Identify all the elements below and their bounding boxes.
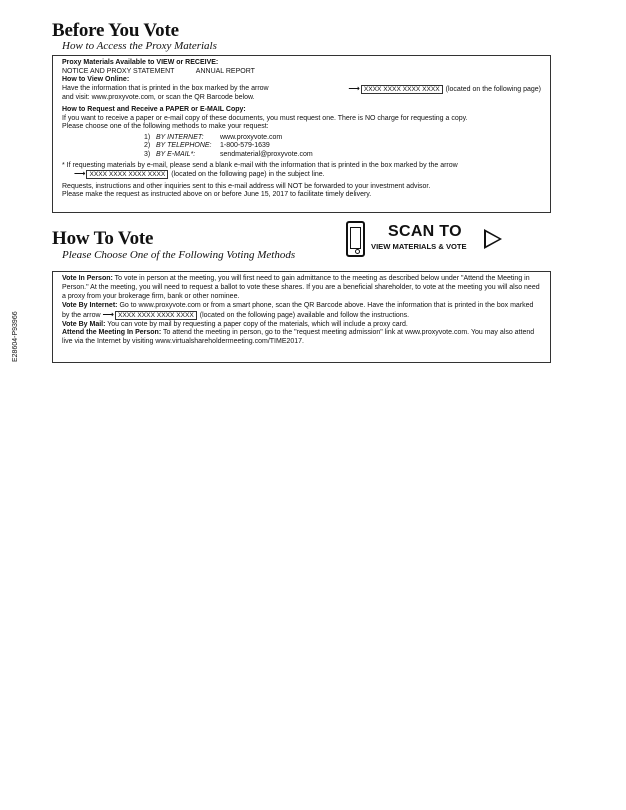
proxy-materials-subtitle: How to Access the Proxy Materials bbox=[62, 40, 217, 52]
request-heading: How to Request and Receive a PAPER or E-MAIL Copy: bbox=[62, 105, 246, 113]
method-internet-value: www.proxyvote.com bbox=[220, 133, 283, 141]
voting-methods-box bbox=[52, 271, 551, 363]
vote-by-internet-label: Vote By Internet: bbox=[62, 301, 118, 309]
vote-in-person-label: Vote In Person: bbox=[62, 275, 113, 282]
email-note-a: * If requesting materials by e-mail, please send a blank e-mail with the information that is printed in the box marked by the arrow bbox=[62, 161, 458, 169]
doc-annual-report: ANNUAL REPORT bbox=[195, 67, 255, 75]
view-line-1 bbox=[62, 85, 541, 95]
vote-in-person bbox=[62, 275, 541, 302]
voting-methods-subtitle: Please Choose One of the Following Voting Methods bbox=[62, 249, 296, 261]
method-email-value: sendmaterial@proxyvote.com bbox=[220, 150, 313, 158]
vote-by-internet-text-b: (located on the following page) available and follow the instructions. bbox=[199, 311, 410, 319]
before-you-vote-title: Before You Vote bbox=[52, 20, 179, 41]
vote-by-mail-label: Vote By Mail: bbox=[62, 320, 106, 328]
vote-by-mail-text: You can vote by mail by requesting a paper copy of the materials, which will include a proxy card. bbox=[107, 320, 408, 328]
view-text-b: (located on the following page) bbox=[445, 85, 541, 93]
smartphone-icon bbox=[346, 221, 365, 257]
available-heading: Proxy Materials Available to VIEW or RECEIVE: bbox=[62, 59, 219, 66]
arrow-icon: ⟶ bbox=[102, 309, 114, 319]
scan-subtitle: VIEW MATERIALS & VOTE bbox=[371, 242, 467, 251]
request-line-1: If you want to receive a paper or e-mail copy of these documents, you must request one. There is NO charge for requesting a copy. bbox=[62, 114, 468, 122]
proxy-materials-box bbox=[52, 55, 551, 213]
email-note-b: (located on the following page) in the subject line. bbox=[171, 171, 325, 179]
vote-by-internet bbox=[62, 302, 541, 321]
method-telephone: 2) BY TELEPHONE: 1-800-579-1639 bbox=[144, 142, 270, 150]
requests-line-2: Please make the request as instructed above on or before June 15, 2017 to facilitate timely delivery. bbox=[62, 191, 372, 199]
control-number-box: XXXX XXXX XXXX XXXX bbox=[115, 311, 197, 320]
how-to-vote-title: How To Vote bbox=[52, 228, 154, 249]
method-email: 3) BY E-MAIL*: sendmaterial@proxyvote.com bbox=[144, 150, 313, 158]
doc-notice-proxy: NOTICE AND PROXY STATEMENT bbox=[62, 67, 175, 75]
scan-to-vote-block bbox=[346, 221, 511, 259]
arrow-icon: ⟶ bbox=[74, 169, 86, 179]
requests-line-1: Requests, instructions and other inquiries sent to this e-mail address will NOT be forwarded to your investment advisor. bbox=[62, 182, 431, 190]
email-note-line-1 bbox=[62, 162, 541, 171]
vote-in-person-text: To vote in person at the meeting, you will first need to gain admittance to the meeting as described below under "Attend the Meeting in Person." At the meeting, you will need to request a ballot to vote these shares. If you are a beneficial shareholder, to vote at the meeting you will also need a proxy from your brokerage firm, bank or other nominee. bbox=[62, 275, 540, 300]
attend-in-person bbox=[62, 329, 541, 347]
method-telephone-value: 1-800-579-1639 bbox=[220, 142, 270, 150]
document-code: E28604-P93966 bbox=[12, 311, 19, 362]
view-line-2: and visit: www.proxyvote.com, or scan the QR Barcode below. bbox=[62, 94, 255, 102]
vote-by-internet-text-a: Go to www.proxyvote.com or from a smart phone, scan the QR Barcode above. Have the information that is printed in the box marked by the arrow bbox=[62, 301, 534, 319]
vote-by-mail bbox=[62, 321, 541, 330]
view-online-heading: How to View Online: bbox=[62, 76, 130, 84]
email-note-line-2 bbox=[62, 170, 541, 180]
request-line-2: Please choose one of the following methods to make your request: bbox=[62, 123, 269, 131]
documents-row bbox=[62, 68, 541, 77]
attend-in-person-label: Attend the Meeting In Person: bbox=[62, 329, 162, 337]
control-number-box: XXXX XXXX XXXX XXXX bbox=[361, 85, 443, 94]
view-text-a: Have the information that is printed in the box marked by the arrow bbox=[62, 84, 269, 92]
attend-in-person-text: To attend the meeting in person, go to the "request meeting admission" link at www.proxyvote.com. You may also attend live via the Internet by visiting www.virtualshareholdermeeting.com/TIME2017. bbox=[62, 329, 535, 346]
scan-to-title: SCAN TO bbox=[388, 223, 462, 240]
play-arrow-icon bbox=[484, 229, 502, 249]
method-internet: 1) BY INTERNET: www.proxyvote.com bbox=[144, 133, 283, 141]
arrow-icon: ⟶ bbox=[348, 83, 360, 93]
control-number-box: XXXX XXXX XXXX XXXX bbox=[86, 170, 168, 179]
